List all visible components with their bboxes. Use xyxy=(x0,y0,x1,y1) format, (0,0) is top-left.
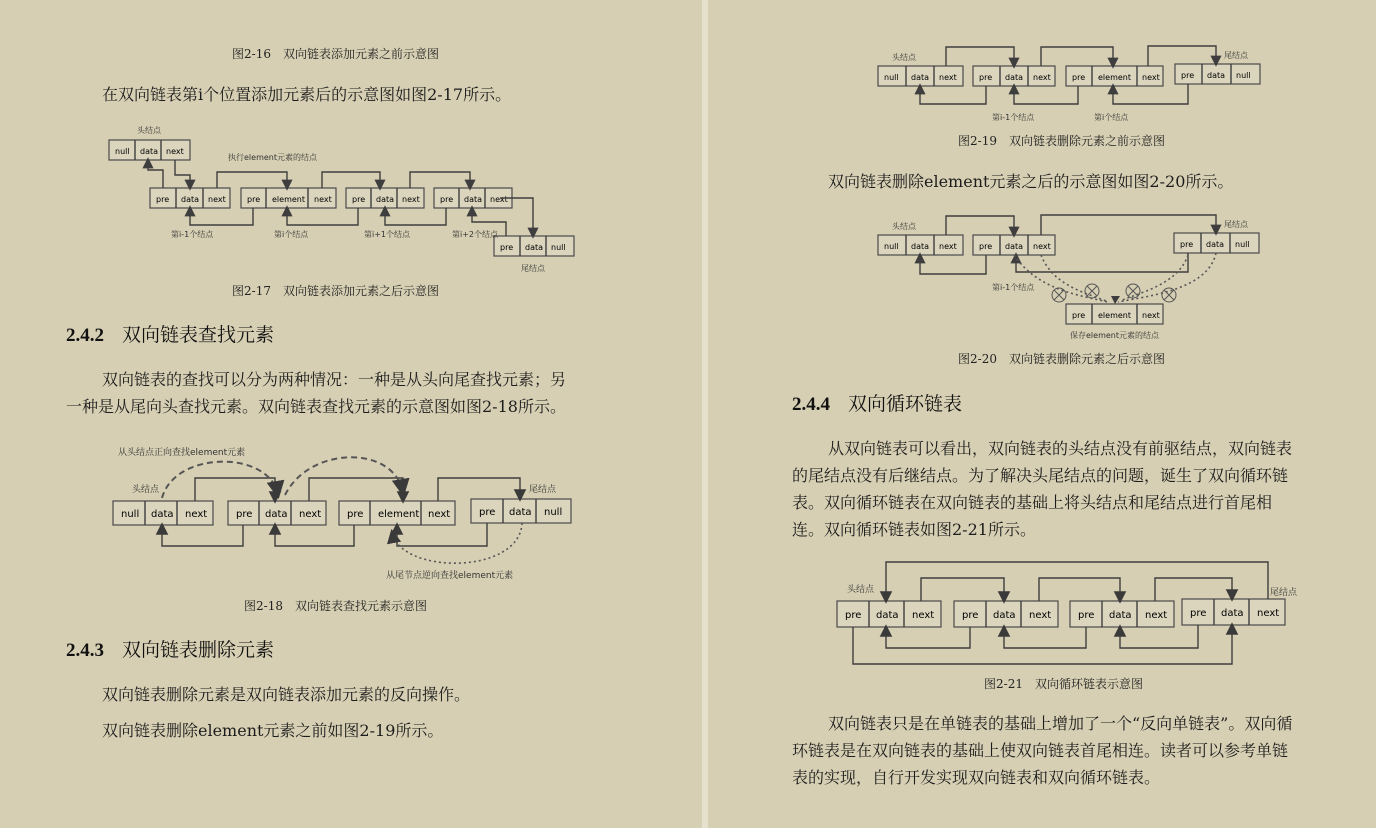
diagram-label-next: next xyxy=(1033,242,1051,251)
diagram-label-data: data xyxy=(1221,608,1244,619)
diagram-label-fig19-n-i: 第i个结点 xyxy=(1094,113,1129,122)
diagram-label-next: next xyxy=(208,195,226,204)
figure-caption-2-20: 图2-20 双向链表删除元素之后示意图 xyxy=(958,352,1165,366)
diagram-label-null: null xyxy=(551,243,566,252)
paragraph-cycle-line-1: 从双向链表可以看出，双向链表的头结点没有前驱结点，双向链表 xyxy=(828,439,1293,458)
paragraph-cycle-line-4: 连。双向循环链表如图2-21所示。 xyxy=(792,520,1036,539)
diagram-label-fig17-n-i: 第i个结点 xyxy=(274,230,309,239)
paragraph-delete-1: 双向链表删除元素是双向链表添加元素的反向操作。 xyxy=(102,685,471,704)
diagram-label-pre: pre xyxy=(1078,610,1095,621)
diagram-label-pre: pre xyxy=(1072,73,1086,82)
diagram-label-data: data xyxy=(1005,73,1024,82)
section-heading-2-4-4: 2.4.4 双向循环链表 xyxy=(792,393,963,415)
diagram-label-data: data xyxy=(1005,242,1024,251)
diagram-label-next: next xyxy=(1029,610,1052,621)
diagram-label-next: next xyxy=(1142,73,1160,82)
diagram-label-head: 头结点 xyxy=(892,53,916,62)
diagram-label-pre: pre xyxy=(1181,71,1195,80)
diagram-label-fig20-saved: 保存element元素的结点 xyxy=(1070,331,1159,340)
diagram-label-pre: pre xyxy=(479,507,496,518)
right-page xyxy=(708,0,1376,828)
paragraph-cycle-line-2: 的尾结点没有后继结点。为了解决头尾结点的问题，诞生了双向循环链 xyxy=(792,466,1289,485)
diagram-label-fig17-n-im1: 第i-1个结点 xyxy=(171,230,214,239)
diagram-label-pre: pre xyxy=(962,610,979,621)
diagram-label-head: 头结点 xyxy=(847,585,875,595)
diagram-label-data: data xyxy=(376,195,395,204)
diagram-label-null: null xyxy=(115,147,130,156)
diagram-label-null: null xyxy=(121,509,140,520)
diagram-label-fig18-from-tail: 从尾节点逆向查找element元素 xyxy=(386,571,514,581)
diagram-label-next: next xyxy=(1257,608,1280,619)
diagram-label-pre: pre xyxy=(1072,311,1086,320)
diagram-label-fig17-n-ip2: 第i+2个结点 xyxy=(452,230,499,239)
diagram-label-next: next xyxy=(428,509,451,520)
diagram-label-null: null xyxy=(1236,71,1251,80)
figure-2-18-diagram xyxy=(0,0,702,600)
diagram-label-fig18-from-head: 从头结点正向查找element元素 xyxy=(118,448,246,458)
diagram-label-pre: pre xyxy=(347,509,364,520)
diagram-label-null: null xyxy=(884,242,899,251)
diagram-label-next: next xyxy=(939,73,957,82)
figure-2-21-diagram xyxy=(708,0,1376,680)
diagram-label-fig19-n-im1: 第i-1个结点 xyxy=(992,113,1035,122)
diagram-label-data: data xyxy=(509,507,532,518)
diagram-label-element: element xyxy=(272,195,305,204)
diagram-label-pre: pre xyxy=(236,509,253,520)
diagram-label-null: null xyxy=(884,73,899,82)
diagram-label-next: next xyxy=(1033,73,1051,82)
diagram-label-pre: pre xyxy=(156,195,170,204)
diagram-label-null: null xyxy=(544,507,563,518)
diagram-label-data: data xyxy=(1207,71,1226,80)
diagram-label-next: next xyxy=(299,509,322,520)
diagram-label-tail: 尾结点 xyxy=(1224,51,1248,60)
diagram-label-element: element xyxy=(1098,73,1131,82)
paragraph-end-line-2: 环链表是在双向链表的基础上使双向链表首尾相连。读者可以参考单链 xyxy=(792,741,1289,760)
diagram-label-element: element xyxy=(378,509,420,520)
diagram-label-null: null xyxy=(1235,240,1250,249)
diagram-label-next: next xyxy=(490,195,508,204)
diagram-label-pre: pre xyxy=(979,242,993,251)
diagram-label-tail: 尾结点 xyxy=(521,264,545,273)
figure-caption-2-19: 图2-19 双向链表删除元素之前示意图 xyxy=(958,134,1165,148)
figure-caption-2-16: 图2-16 双向链表添加元素之前示意图 xyxy=(232,47,439,61)
diagram-label-next: next xyxy=(939,242,957,251)
diagram-label-pre: pre xyxy=(1190,608,1207,619)
diagram-label-next: next xyxy=(1142,311,1160,320)
diagram-label-data: data xyxy=(1109,610,1132,621)
figure-caption-2-18: 图2-18 双向链表查找元素示意图 xyxy=(244,599,427,613)
diagram-label-next: next xyxy=(185,509,208,520)
diagram-label-next: next xyxy=(1145,610,1168,621)
paragraph-find-line-1: 双向链表的查找可以分为两种情况：一种是从头向尾查找元素；另 xyxy=(102,370,567,389)
paragraph-fig20-intro: 双向链表删除element元素之后的示意图如图2-20所示。 xyxy=(828,172,1234,191)
diagram-label-data: data xyxy=(1206,240,1225,249)
label-exec-node: 执行element元素的结点 xyxy=(228,153,317,162)
diagram-label-fig17-n-ip1: 第i+1个结点 xyxy=(364,230,411,239)
paragraph-end-line-1: 双向链表只是在单链表的基础上增加了一个“反向单链表”。双向循 xyxy=(828,714,1293,733)
diagram-label-pre: pre xyxy=(247,195,261,204)
diagram-label-data: data xyxy=(140,147,159,156)
paragraph-fig17-intro: 在双向链表第i个位置添加元素后的示意图如图2-17所示。 xyxy=(102,85,512,104)
diagram-label-data: data xyxy=(265,509,288,520)
diagram-label-pre: pre xyxy=(1180,240,1194,249)
paragraph-find-line-2: 一种是从尾向头查找元素。双向链表查找元素的示意图如图2-18所示。 xyxy=(66,397,566,416)
diagram-label-pre: pre xyxy=(440,195,454,204)
diagram-label-pre: pre xyxy=(979,73,993,82)
diagram-label-next: next xyxy=(314,195,332,204)
diagram-label-data: data xyxy=(993,610,1016,621)
figure-caption-2-17: 图2-17 双向链表添加元素之后示意图 xyxy=(232,284,439,298)
diagram-label-data: data xyxy=(151,509,174,520)
diagram-label-data: data xyxy=(181,195,200,204)
diagram-label-head: 头结点 xyxy=(892,222,916,231)
diagram-label-next: next xyxy=(912,610,935,621)
label-head-node: 头结点 xyxy=(137,126,161,135)
figure-caption-2-21: 图2-21 双向循环链表示意图 xyxy=(984,677,1143,691)
diagram-label-tail: 尾结点 xyxy=(1224,220,1248,229)
diagram-label-pre: pre xyxy=(845,610,862,621)
diagram-label-next: next xyxy=(166,147,184,156)
diagram-label-data: data xyxy=(876,610,899,621)
diagram-label-data: data xyxy=(525,243,544,252)
diagram-label-data: data xyxy=(911,242,930,251)
diagram-label-tail: 尾结点 xyxy=(1270,588,1298,598)
diagram-label-element: element xyxy=(1098,311,1131,320)
diagram-label-pre: pre xyxy=(500,243,514,252)
diagram-label-head: 头结点 xyxy=(132,485,160,495)
diagram-label-pre: pre xyxy=(352,195,366,204)
paragraph-delete-2: 双向链表删除element元素之前如图2-19所示。 xyxy=(102,721,444,740)
diagram-label-next: next xyxy=(402,195,420,204)
section-heading-2-4-3: 2.4.3 双向链表删除元素 xyxy=(66,639,275,661)
diagram-label-data: data xyxy=(911,73,930,82)
diagram-label-data: data xyxy=(464,195,483,204)
diagram-label-fig20-n-im1: 第i-1个结点 xyxy=(992,283,1035,292)
section-heading-2-4-2: 2.4.2 双向链表查找元素 xyxy=(66,324,275,346)
paragraph-end-line-3: 表的实现，自行开发实现双向链表和双向循环链表。 xyxy=(792,768,1161,787)
paragraph-cycle-line-3: 表。双向循环链表在双向链表的基础上将头结点和尾结点进行首尾相 xyxy=(792,493,1273,512)
diagram-label-tail: 尾结点 xyxy=(529,485,557,495)
